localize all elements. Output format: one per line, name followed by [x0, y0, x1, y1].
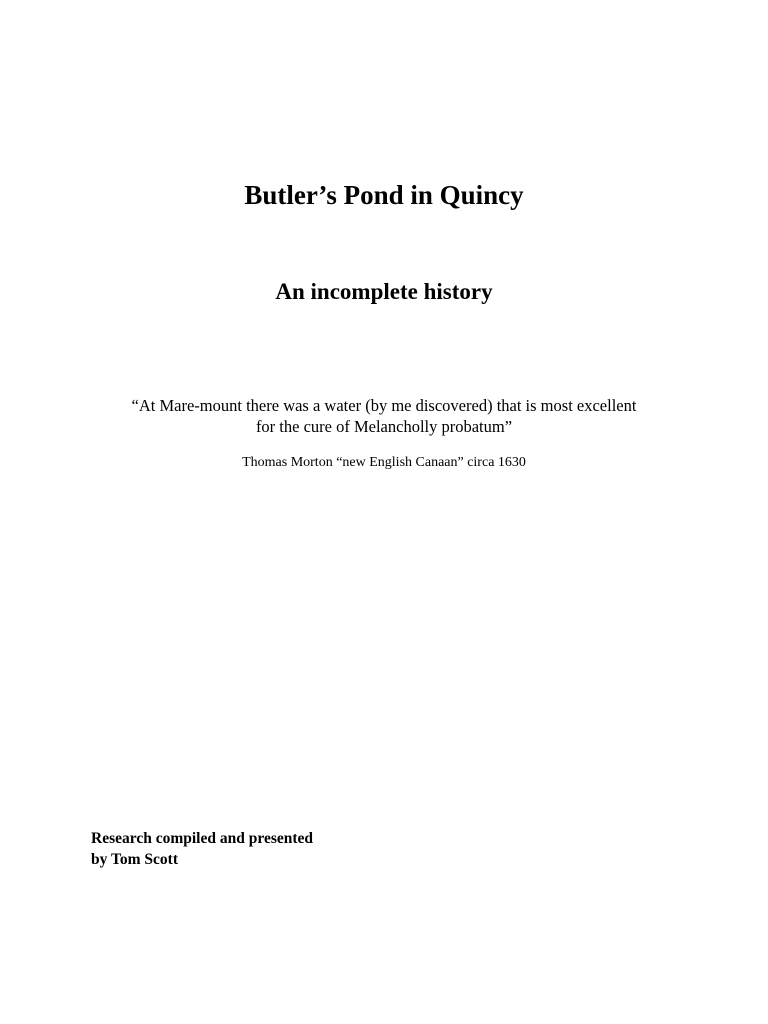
- quote-attribution: Thomas Morton “new English Canaan” circa 1630: [242, 455, 526, 470]
- epigraph-quote: [84, 395, 684, 437]
- author-credits: [91, 828, 313, 870]
- credits-line-1: Research compiled and presented: [91, 830, 314, 847]
- credits-line-2: by Tom Scott: [91, 851, 178, 868]
- quote-line-2: for the cure of Melancholly probatum”: [255, 417, 513, 436]
- document-subtitle: An incomplete history: [275, 279, 493, 304]
- quote-line-1: “At Mare-mount there was a water (by me discovered) that is most excellent: [131, 396, 637, 415]
- document-title: Butler’s Pond in Quincy: [244, 180, 524, 210]
